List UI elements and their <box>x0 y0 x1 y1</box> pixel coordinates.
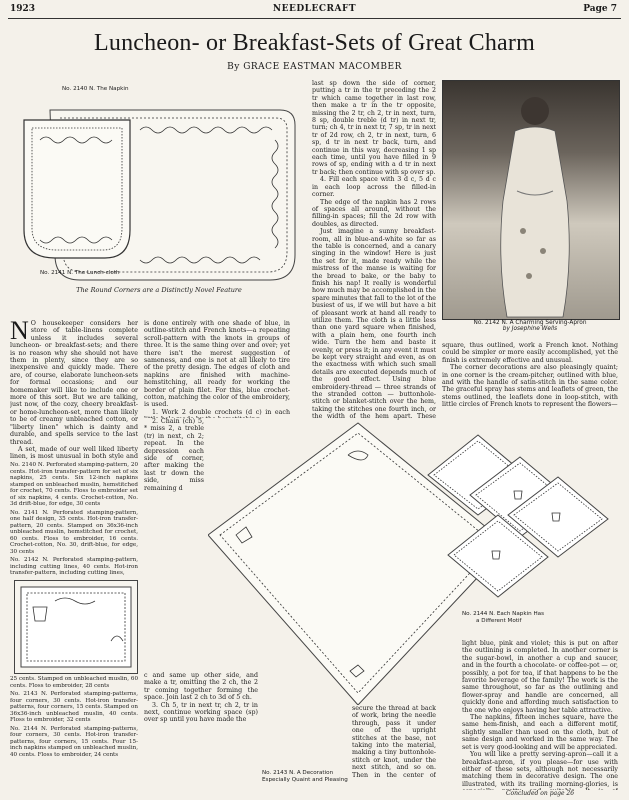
lunch-cloth-label: No. 2141 N. The Lunch-cloth <box>40 270 120 276</box>
header-rule <box>8 18 621 19</box>
price-2140: No. 2140 N. Perforated stamping-pattern, 20 cents. Hot-iron transfer-pattern for set of six napkins, 25 cents. Six 12-inch napkins stamped on unbleached muslin, hemstitched for crochet, 70 cents. Floss to embroider set of six napkins, 4 cents. Crochet-cotton, No. 3d drift-blue, for edge, 30 cents <box>10 462 138 507</box>
drop-cap: N <box>10 320 29 345</box>
embroidery-paragraph: is done entirely with one shade of blue, in outline-stitch and French knots—a repeating scroll-pattern with the knots in groups of three. It is the same thing over and over; yet there isn't the merest suggestion of sameness, and one is not at all likely to tire of the pretty design. The edges of cloth and napkins are finished with machine-hemstitching, all ready for working the border of plain filet. For this, blue crochet-cotton, matching the color of the embroidery, is used. <box>144 320 290 409</box>
french-knot-paragraph: square, thus outlined, work a French knot. Nothing could be simpler or more easily accomplished, yet the finish is extremely effective and unusual. <box>442 342 618 364</box>
crochet-step-2: 2. Chain (ch) 5, * miss 2, a treble (tr) in next, ch 2; repeat. In the depression each side of corner, after making the last tr down the side, miss remaining d <box>144 418 204 492</box>
column-3-text <box>312 80 436 420</box>
napkin-set-caption <box>462 611 612 624</box>
column-2-text <box>144 320 290 418</box>
column-2-step-2 <box>144 418 204 538</box>
napkin-figure <box>10 80 308 312</box>
column-3-lower <box>352 705 436 777</box>
corner-decorations-paragraph: The corner decorations are also pleasingly quaint; in one corner is the cream-pitcher, outlined with blue, and with the handle of satin-stitch in the same color. The graceful spray has stems and leaflets of green, the stems outlined, the leaflets done in loop-stitch, with little circles of French knots to represent the flowers— <box>442 364 618 409</box>
napkin-edge-paragraph: The edge of the napkin has 2 rows of spaces all around, without the filling-in spaces; fill the 2d row with doubles, as directed. <box>312 198 436 228</box>
napkin-set-caption-1: No. 2144 N. Each Napkin Has <box>462 611 545 617</box>
breakfast-room-paragraph: Just imagine a sunny breakfast-room, all in blue-and-white so far as the table is concerned, and a canary singing in the window! Here is just the set for it, made ready while the mistress of the manse is waiting for the bread to bake, or the baby to finish his nap! It really is wonderful how much may be accomplished in the spare minutes that fall to the lot of the busiest of us, if we will but have a bit of pleasant work at hand all ready to utilize them. The cloth is a little less than one yard square when finished, with a plain hem, one fourth inch wide. Turn the hem and baste it evenly, or press it; in any event it must be kept very straight and even, as on the exactness with which such small details are executed depends much of the good effect. Using blue embroidery-thread — three strands of the stranded cotton — buttonhole-stitch or blanket-stitch over the hem, taking the stitches one fourth inch, or the width of the hem apart. These <box>312 228 436 420</box>
crochet-step-3: 3. Ch 5, tr in next tr, ch 2, tr in next, continue working space (sp) over sp until you have made the <box>144 701 258 724</box>
crochet-continued: last sp down the side of corner, putting a tr in the tr preceding the 2 tr which came together in last row, then make a tr in the tr opposite, missing the 2 tr, ch 2, tr in next, turn, 8 sp, double treble (d tr) in next tr, turn; ch 4, tr in next tr, 7 sp, tr in next tr of 2d row, ch 2, tr in next, turn, 6 sp, d tr in next tr back, turn, and continue in this way, decreasing 1 sp each time, until you have filled in 9 rows of sp, ending with a d tr in next tr back; then continue with sp over sp. <box>312 80 436 176</box>
price-2142: No. 2142 N. Perforated stamping-pattern, including cutting lines, 40 cents. Hot-iron transfer-pattern, including cutting lines, <box>10 557 138 576</box>
napkins-paragraph: The napkins, fifteen inches square, have the same hem-finish, and each a different motif, slightly smaller than used on the cloth, but of same design and worked in the same way. The set is very good-looking and will be appreciated. <box>462 714 618 751</box>
price-2144: No. 2144 N. Perforated stamping-patterns, four corners, 30 cents. Hot-iron transfer-patterns, four corners, 15 cents. Four 15-inch napkins stamped on unbleached muslin, 40 cents. Floss to embroider, 24 cents <box>10 725 138 758</box>
serving-apron-paragraph: You will like a pretty serving-apron—call it a breakfast-apron, if you please—for use with either of these sets, although not necessarily matching them in decorative design. The one illustrated, with its trailing morning-glories, is <box>462 751 618 788</box>
article-title: Luncheon- or Breakfast-Sets of Great Charm <box>94 30 535 56</box>
column-4-lower <box>462 640 618 790</box>
pricing-block-lower <box>10 676 138 794</box>
apron-figure <box>442 80 618 340</box>
corners-caption: The Round Corners are a Distinctly Novel Feature <box>76 286 242 294</box>
crochet-step-4: 4. Fill each space with 3 d c, 5 d c in each loop across the filled-in corner. <box>312 176 436 199</box>
buttonhole-paragraph: secure the thread at back of work, bring the needle through, pass it under one of the upright stitches at the base, not taking into the material, making a tiny buttonhole-stitch or knot, under the next stitch, and so on. Then in the center of <box>352 705 436 777</box>
napkin-illustration <box>10 80 308 312</box>
flowers-paragraph: light blue, pink and violet; this is put on after the outlining is completed. In another corner is the sugar-bowl, in another a cup and saucer, and in the fourth a chocolate- or coffee-pot — or, possibly, a pot for tea, if that happens to be the favorite beverage of the family! The work is the same throughout, so far as the outlining and flower-spray and handle are concerned, all quickly done and affording much satisfaction to the one who enjoys having her table attractive. <box>462 640 618 714</box>
magazine-name: NEEDLECRAFT <box>272 4 357 14</box>
column-4-text <box>442 342 618 412</box>
apron-caption-title: No. 2142 N. A Charming Serving-Apron <box>473 320 587 326</box>
napkin-set-caption-2: a Different Motif <box>476 617 522 624</box>
price-2142-cont: 25 cents. Stamped on unbleached muslin, 60 cents. Floss to embroider, 28 cents <box>10 676 138 689</box>
cloth-2143-illustration <box>15 581 137 673</box>
price-2141: No. 2141 N. Perforated stamping-pattern, one half design, 35 cents. Hot-iron transfer-pattern, 20 cents. Stamped on 36x36-inch unbleached muslin, hemstitched for crochet, 60 cents. Floss to embroider, 16 cents. Crochet-cotton, No. 30, drift-blue, for edge, 30 cents <box>10 509 138 555</box>
decoration-caption: No. 2143 N. A Decoration Especially Quaint and Pleasing <box>262 770 348 783</box>
price-2143: No. 2143 N. Perforated stamping-patterns, four corners, 30 cents. Hot-iron transfer-patterns, four corners, 15 cents. Stamped on 36x36-inch unbleached muslin, 40 cents. Floss to embroider, 32 cents <box>10 691 138 723</box>
page-number: Page 7 <box>583 4 617 14</box>
napkin-label: No. 2140 N. The Napkin <box>62 86 129 92</box>
crochet-step-2-cont: c and same up other side, and make a tr, omitting the 2 ch, the 2 tr coming together forming the space. Join last 2 ch to 3d of 5 ch. <box>144 672 258 702</box>
apron-illustration <box>443 81 619 319</box>
issue-year: 1923 <box>10 4 36 14</box>
pricing-block <box>10 462 138 578</box>
continued-note: Concluded on page 26 <box>505 790 575 797</box>
cloth-2143-figure <box>14 580 138 674</box>
apron-photo <box>442 80 620 320</box>
running-head <box>0 4 629 18</box>
liberty-linen-paragraph: A set, made of our well liked liberty linen, is most unusual in both style and <box>10 445 138 460</box>
crochet-step-1: 1. Work 2 double crochets (d c) in each <box>152 408 290 416</box>
column-1-text <box>10 320 138 460</box>
apron-caption <box>442 320 618 332</box>
apron-caption-author: by Josephine Wells <box>502 326 558 332</box>
intro-paragraph: O housekeeper considers her store of table-linens complete unless it includes several luncheon- or breakfast-sets; and there is no reason why she should not have them in plenty, since they are so inexpensive and quickly made. There are, of course, elaborate luncheon-sets for formal occasions; and our homemaker will like to include one or more of this sort. But we are talking, just now, of the cozy, cheery breakfast- or home-luncheon-set, more than likely to be of creamy unbleached cotton, or "liberty linen" which is dainty and durable, and spells service to the last thread. <box>10 320 138 446</box>
article-byline: By GRACE EASTMAN MACOMBER <box>227 62 402 72</box>
column-2-lower <box>144 672 258 790</box>
